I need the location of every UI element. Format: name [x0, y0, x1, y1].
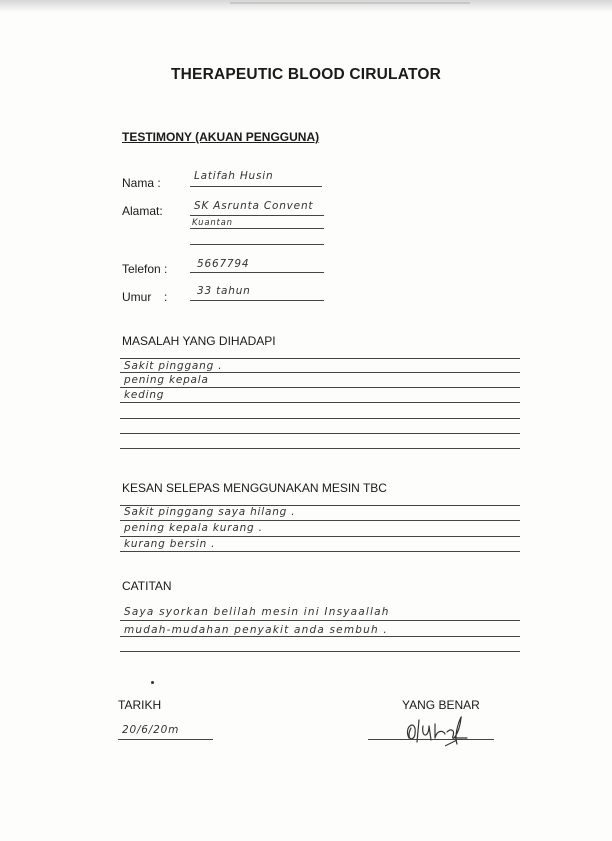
- date-line: [118, 739, 213, 740]
- problem-rule-2: [120, 372, 520, 373]
- address-line3: [190, 244, 324, 245]
- address-line2: [190, 228, 324, 229]
- impressions-heading: KESAN SELEPAS MENGGUNAKAN MESIN TBC: [122, 481, 387, 495]
- problem-rule-6: [120, 433, 520, 434]
- phone-value: 5667794: [197, 258, 250, 270]
- impression-rule-1: [120, 505, 520, 506]
- name-line: [190, 186, 322, 187]
- age-line: [190, 300, 324, 301]
- problem-line-2: pening kepala: [124, 374, 209, 386]
- age-colon: :: [164, 290, 168, 304]
- problem-rule-5: [120, 418, 520, 419]
- notes-heading: CATITAN: [122, 579, 172, 593]
- age-value: 33 tahun: [197, 285, 251, 297]
- notes-line-1: Saya syorkan belilah mesin ini Insyaallah: [124, 606, 390, 618]
- address-label: Alamat:: [122, 204, 163, 218]
- name-value: Latifah Husin: [194, 170, 274, 182]
- problem-line-1: Sakit pinggang .: [124, 360, 223, 372]
- notes-rule-3: [120, 651, 520, 652]
- signature-image: [395, 708, 475, 752]
- testimony-heading: TESTIMONY (AKUAN PENGGUNA): [122, 130, 320, 144]
- problem-rule-3: [120, 387, 520, 388]
- address-line1: [190, 215, 324, 216]
- scan-edge-mark: [230, 2, 470, 4]
- address-line2-value: Kuantan: [192, 218, 233, 228]
- impression-rule-4: [120, 551, 520, 552]
- notes-rule-1: [120, 620, 520, 621]
- age-label: Umur: [122, 290, 152, 304]
- problems-heading: MASALAH YANG DIHADAPI: [122, 334, 276, 348]
- signature-label: YANG BENAR: [402, 698, 480, 712]
- phone-label: Telefon :: [122, 262, 168, 276]
- impression-line-1: Sakit pinggang saya hilang .: [124, 506, 296, 518]
- impression-rule-2: [120, 520, 520, 521]
- stray-mark: [151, 681, 154, 684]
- impression-line-3: kurang bersin .: [124, 538, 216, 550]
- notes-line-2: mudah-mudahan penyakit anda sembuh .: [124, 624, 388, 636]
- problem-rule-1: [120, 358, 520, 359]
- date-value: 20/6/20m: [122, 724, 180, 736]
- phone-line: [190, 272, 324, 273]
- problem-rule-7: [120, 448, 520, 449]
- impression-line-2: pening kepala kurang .: [124, 522, 263, 534]
- notes-rule-2: [120, 636, 520, 637]
- date-label: TARIKH: [118, 698, 162, 712]
- problem-line-3: keding: [124, 389, 165, 401]
- signature-line: [368, 739, 494, 740]
- address-line1-value: SK Asrunta Convent: [194, 200, 314, 212]
- problem-rule-4: [120, 402, 520, 403]
- name-label: Nama :: [122, 176, 161, 190]
- document-title: THERAPEUTIC BLOOD CIRULATOR: [170, 66, 442, 83]
- impression-rule-3: [120, 536, 520, 537]
